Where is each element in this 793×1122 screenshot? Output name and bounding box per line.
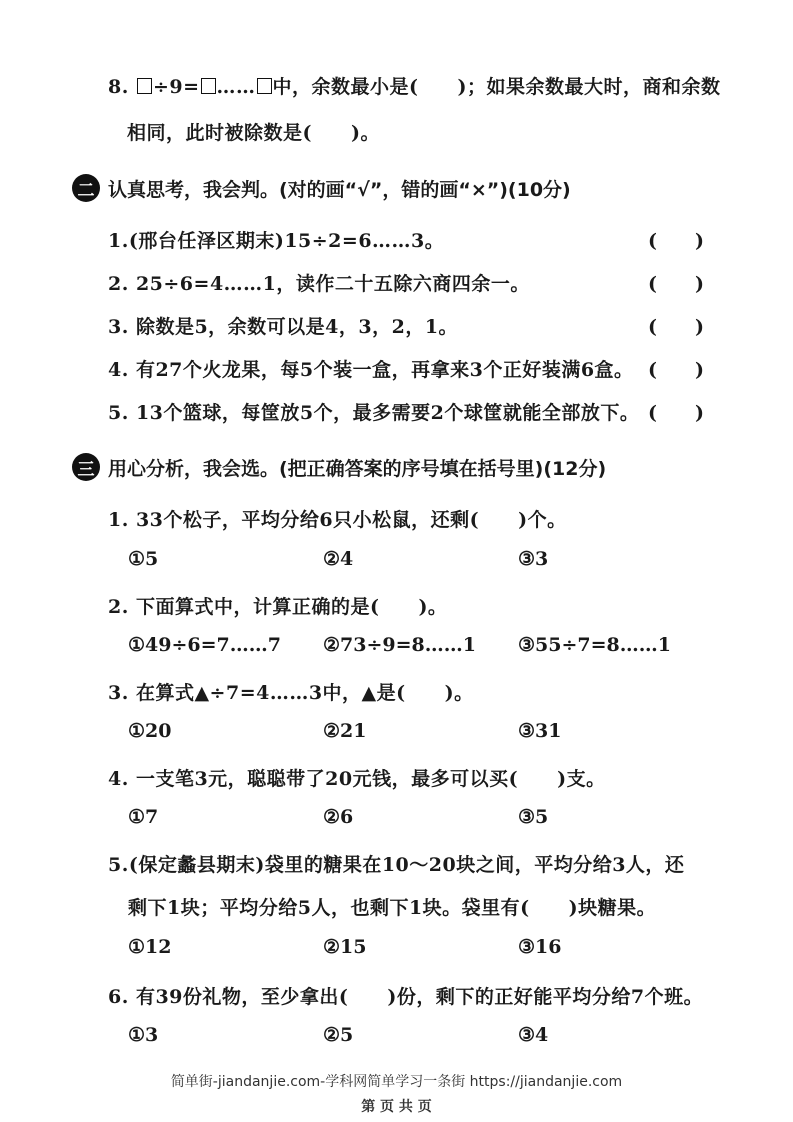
- option-b[interactable]: ②73÷9=8……1: [323, 634, 476, 656]
- option-c[interactable]: ③31: [518, 720, 562, 742]
- option-b[interactable]: ②21: [323, 720, 367, 742]
- section-3-header: [72, 453, 606, 481]
- judge-item-4: 4. 有27个火龙果，每5个装一盒，再拿来3个正好装满6盒。: [108, 359, 634, 381]
- blank-box: [137, 78, 152, 94]
- option-c[interactable]: ③16: [518, 936, 562, 958]
- choice-question-3: 3. 在算式▲÷7=4……3中，▲是( )。: [108, 682, 474, 704]
- q8-text-b: ……: [216, 76, 256, 98]
- q8-text-a: ÷9=: [152, 76, 200, 98]
- blank-box: [257, 78, 272, 94]
- option-b[interactable]: ②4: [323, 548, 354, 570]
- judge-item-2: 2. 25÷6=4……1，读作二十五除六商四余一。: [108, 273, 530, 295]
- q8-line1: [108, 72, 721, 99]
- q8-line2: 相同，此时被除数是( )。: [127, 122, 380, 144]
- choice-question-2: 2. 下面算式中，计算正确的是( )。: [108, 596, 448, 618]
- option-a[interactable]: ①49÷6=7……7: [128, 634, 281, 656]
- option-c[interactable]: ③4: [518, 1024, 549, 1046]
- option-b[interactable]: ②6: [323, 806, 354, 828]
- judge-item-1: 1.(邢台任泽区期末)15÷2=6……3。: [108, 230, 445, 252]
- choice-question-4: 4. 一支笔3元，聪聪带了20元钱，最多可以买( )支。: [108, 768, 606, 790]
- q8-text-c: 中，余数最小是( )；如果余数最大时，商和余数: [272, 76, 721, 98]
- option-b[interactable]: ②15: [323, 936, 367, 958]
- judge-item-5: 5. 13个篮球，每筐放5个，最多需要2个球筐就能全部放下。: [108, 402, 640, 424]
- option-a[interactable]: ①7: [128, 806, 159, 828]
- option-a[interactable]: ①12: [128, 936, 172, 958]
- option-c[interactable]: ③5: [518, 806, 549, 828]
- judge-item-3: 3. 除数是5，余数可以是4，3，2，1。: [108, 316, 459, 338]
- option-b[interactable]: ②5: [323, 1024, 354, 1046]
- section-3-title: 用心分析，我会选。(把正确答案的序号填在括号里)(12分): [108, 457, 607, 480]
- section-2-title: 认真思考，我会判。(对的画“√”，错的画“×”)(10分): [108, 178, 571, 201]
- choice-question-5-cont: 剩下1块；平均分给5人，也剩下1块。袋里有( )块糖果。: [128, 897, 657, 919]
- blank-box: [201, 78, 216, 94]
- answer-paren[interactable]: ( ): [648, 230, 704, 252]
- section-2-header: [72, 174, 571, 202]
- option-c[interactable]: ③55÷7=8……1: [518, 634, 671, 656]
- choice-question-6: 6. 有39份礼物，至少拿出( )份，剩下的正好能平均分给7个班。: [108, 986, 704, 1008]
- answer-paren[interactable]: ( ): [648, 359, 704, 381]
- option-a[interactable]: ①20: [128, 720, 172, 742]
- option-a[interactable]: ①3: [128, 1024, 159, 1046]
- choice-question-1: 1. 33个松子，平均分给6只小松鼠，还剩( )个。: [108, 509, 567, 531]
- section-3-badge: 三: [72, 453, 100, 481]
- q8-number: 8.: [108, 76, 129, 98]
- answer-paren[interactable]: ( ): [648, 273, 704, 295]
- option-c[interactable]: ③3: [518, 548, 549, 570]
- footer-page-number: 第 页 共 页: [361, 1099, 432, 1115]
- section-2-badge: 二: [72, 174, 100, 202]
- footer-watermark: 简单街-jiandanjie.com-学科网简单学习一条街 https://jiandanjie.com: [170, 1074, 623, 1090]
- option-a[interactable]: ①5: [128, 548, 159, 570]
- answer-paren[interactable]: ( ): [648, 402, 704, 424]
- choice-question-5: 5.(保定蠡县期末)袋里的糖果在10～20块之间，平均分给3人，还: [108, 854, 685, 876]
- answer-paren[interactable]: ( ): [648, 316, 704, 338]
